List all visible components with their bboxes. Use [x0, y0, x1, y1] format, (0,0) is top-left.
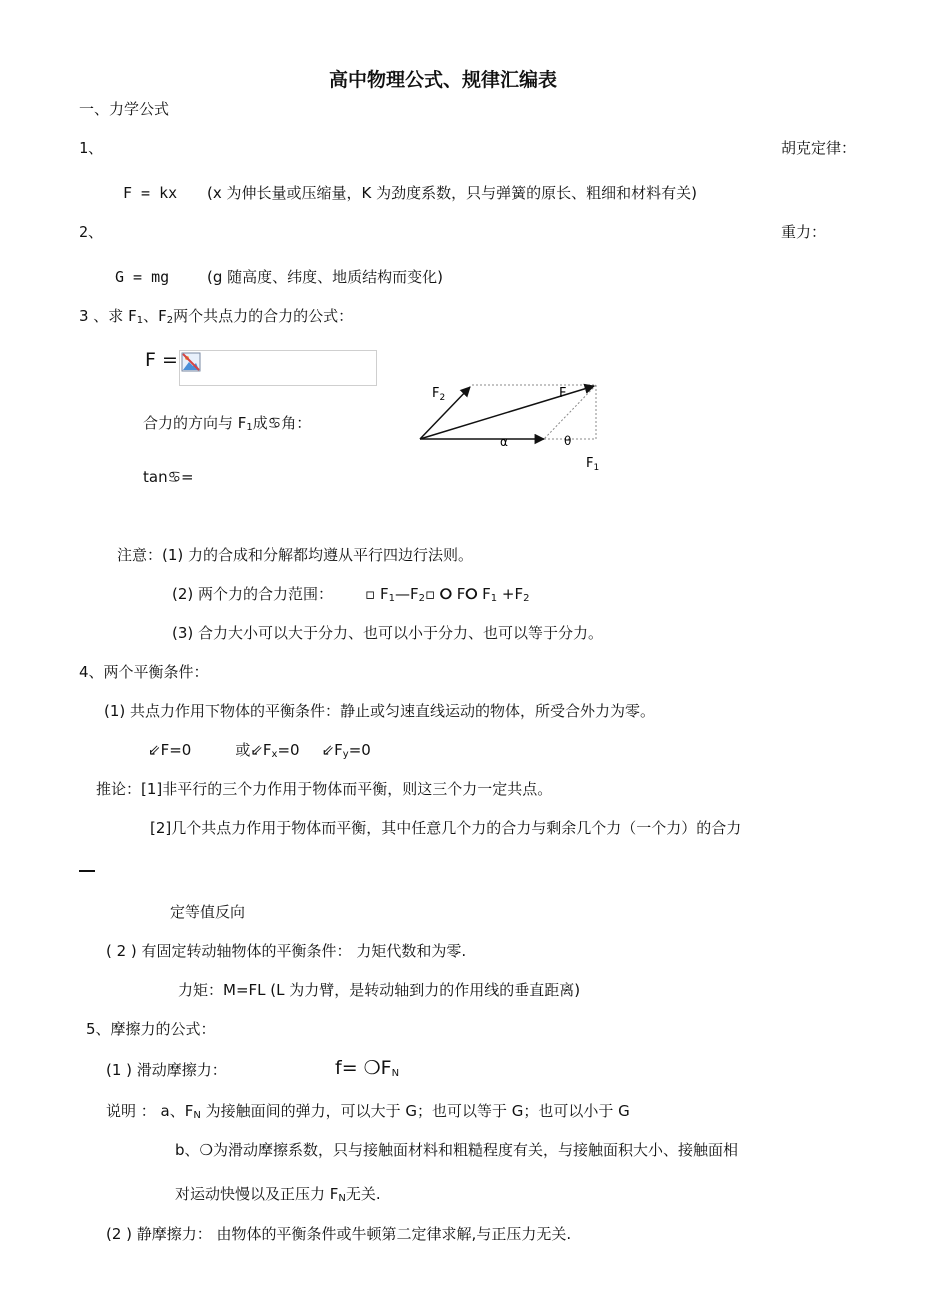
tan-formula [143, 467, 194, 487]
friction-formula-text: f= ❍F [335, 1057, 392, 1079]
theta-symbol-icon: ♋ [267, 414, 282, 432]
force-parallelogram-diagram [410, 375, 610, 475]
subscript-1: 1 [490, 593, 498, 604]
note-2-h: F [477, 585, 491, 603]
subscript-n: N [391, 1068, 400, 1079]
hooke-note: (x 为伸长量或压缩量，K 为劲度系数，只与弹簧的原长、粗细和材料有关) [207, 184, 697, 202]
page-title: 高中物理公式、规律汇编表 [329, 69, 558, 91]
eq-sum-fy: ⇙F [321, 741, 343, 759]
explain-a [106, 1101, 630, 1126]
subscript-n: N [338, 1193, 346, 1204]
eq-sum-fx: 或⇙F [235, 741, 272, 759]
subscript-n: N [193, 1110, 201, 1121]
note-2-i: +F [497, 585, 524, 603]
item3-heading-b: 、F [143, 307, 167, 325]
formula-image-placeholder [179, 350, 377, 386]
item3-heading-c: 两个共点力的合力的公式： [173, 307, 354, 325]
note-2-a: (2) 两个力的合力范围： [172, 585, 334, 603]
leq-symbol-icon: ⭘ [465, 585, 478, 603]
hooke-formula: F = kx [123, 184, 178, 202]
static-friction: (2 ) 静摩擦力： 由物体的平衡条件或牛顿第二定律求解,与正压力无关. [106, 1225, 572, 1243]
subscript-2: 2 [166, 315, 174, 326]
label-f2: $F_2$ [432, 386, 446, 403]
item1-number: 1、 [79, 139, 104, 157]
section-heading-mechanics: 一、力学公式 [79, 100, 170, 118]
note-2-f: F [451, 585, 466, 603]
direction-c: 角： [281, 414, 312, 432]
item3-heading-a: 3 、求 F [79, 307, 137, 325]
resultant-formula-lhs: F = [145, 349, 178, 371]
subscript-1: 1 [136, 315, 144, 326]
equilibrium-equations [148, 740, 371, 765]
item3-heading [79, 306, 353, 331]
subscript-1: 1 [388, 593, 395, 604]
item5-heading: 5、摩擦力的公式： [86, 1020, 216, 1038]
label-f: F [559, 386, 567, 401]
item1-name: 胡克定律： [781, 139, 857, 157]
broken-image-icon [181, 352, 201, 372]
line-continuation-dash [79, 870, 95, 872]
eq-sum-f: ⇙F=0 [148, 741, 192, 759]
explain-a-end: 为接触面间的弹力，可以大于 G；也可以等于 G；也可以小于 G [200, 1102, 630, 1120]
note-2-d: ▫ [424, 585, 440, 603]
direction-text [143, 413, 311, 438]
kinetic-friction-formula [335, 1058, 399, 1084]
gravity-formula: G = mg [115, 268, 170, 286]
inference-1: 推论：[1]非平行的三个力作用于物体而平衡，则这三个力一定共点。 [96, 780, 553, 798]
label-alpha: α [500, 435, 508, 449]
tan-label: tan [143, 468, 168, 486]
direction-a: 合力的方向与 F [143, 414, 247, 432]
explain-a-text: 说明 ： a、F [106, 1102, 194, 1120]
item2-number: 2、 [79, 223, 104, 241]
item4-condition2: ( 2 ) 有固定转动轴物体的平衡条件： 力矩代数和为零. [106, 942, 467, 960]
explain-b2 [175, 1184, 381, 1209]
subscript-x: x [271, 749, 278, 760]
theta-symbol-icon: ♋ [167, 468, 182, 486]
subscript-1: 1 [246, 422, 253, 433]
direction-b: 成 [252, 414, 268, 432]
kinetic-friction-label: (1 ) 滑动摩擦力： [106, 1061, 227, 1079]
inference-2: [2]几个共点力作用于物体而平衡，其中任意几个力的合力与剩余几个力（一个力）的合力 [150, 819, 742, 837]
item4-heading: 4、两个平衡条件： [79, 663, 209, 681]
gravity-note: (g 随高度、纬度、地质结构而变化) [207, 268, 443, 286]
explain-b: b、❍为滑动摩擦系数，只与接触面材料和粗糙程度有关，与接触面积大小、接触面相 [175, 1141, 738, 1159]
item4-condition1: (1) 共点力作用下物体的平衡条件：静止或匀速直线运动的物体，所受合外力为零。 [104, 702, 656, 720]
label-theta: θ [564, 434, 572, 448]
subscript-2: 2 [418, 593, 425, 604]
inference-2-end: 定等值反向 [170, 903, 246, 921]
subscript-y: y [342, 749, 349, 760]
note-2-b: ▫ F [365, 585, 389, 603]
eq-sum-fx-end: =0 [277, 741, 300, 759]
subscript-2: 2 [523, 593, 530, 604]
eq-sum-fy-end: =0 [348, 741, 371, 759]
note-2-c: —F [394, 585, 419, 603]
tan-equals: = [181, 468, 194, 486]
item2-name: 重力： [781, 223, 827, 241]
note-3: (3) 合力大小可以大于分力、也可以小于分力、也可以等于分力。 [172, 624, 604, 642]
torque-formula: 力矩：M=FL (L 为力臂，是转动轴到力的作用线的垂直距离) [178, 981, 581, 999]
label-f1: $F_1$ [586, 456, 600, 473]
leq-symbol-icon: ⭘ [439, 585, 452, 603]
explain-b2-end: 无关. [345, 1185, 381, 1203]
note-2 [172, 584, 529, 609]
explain-b2-text: 对运动快慢以及正压力 F [175, 1185, 339, 1203]
note-1: 注意：(1) 力的合成和分解都均遵从平行四边行法则。 [117, 546, 474, 564]
